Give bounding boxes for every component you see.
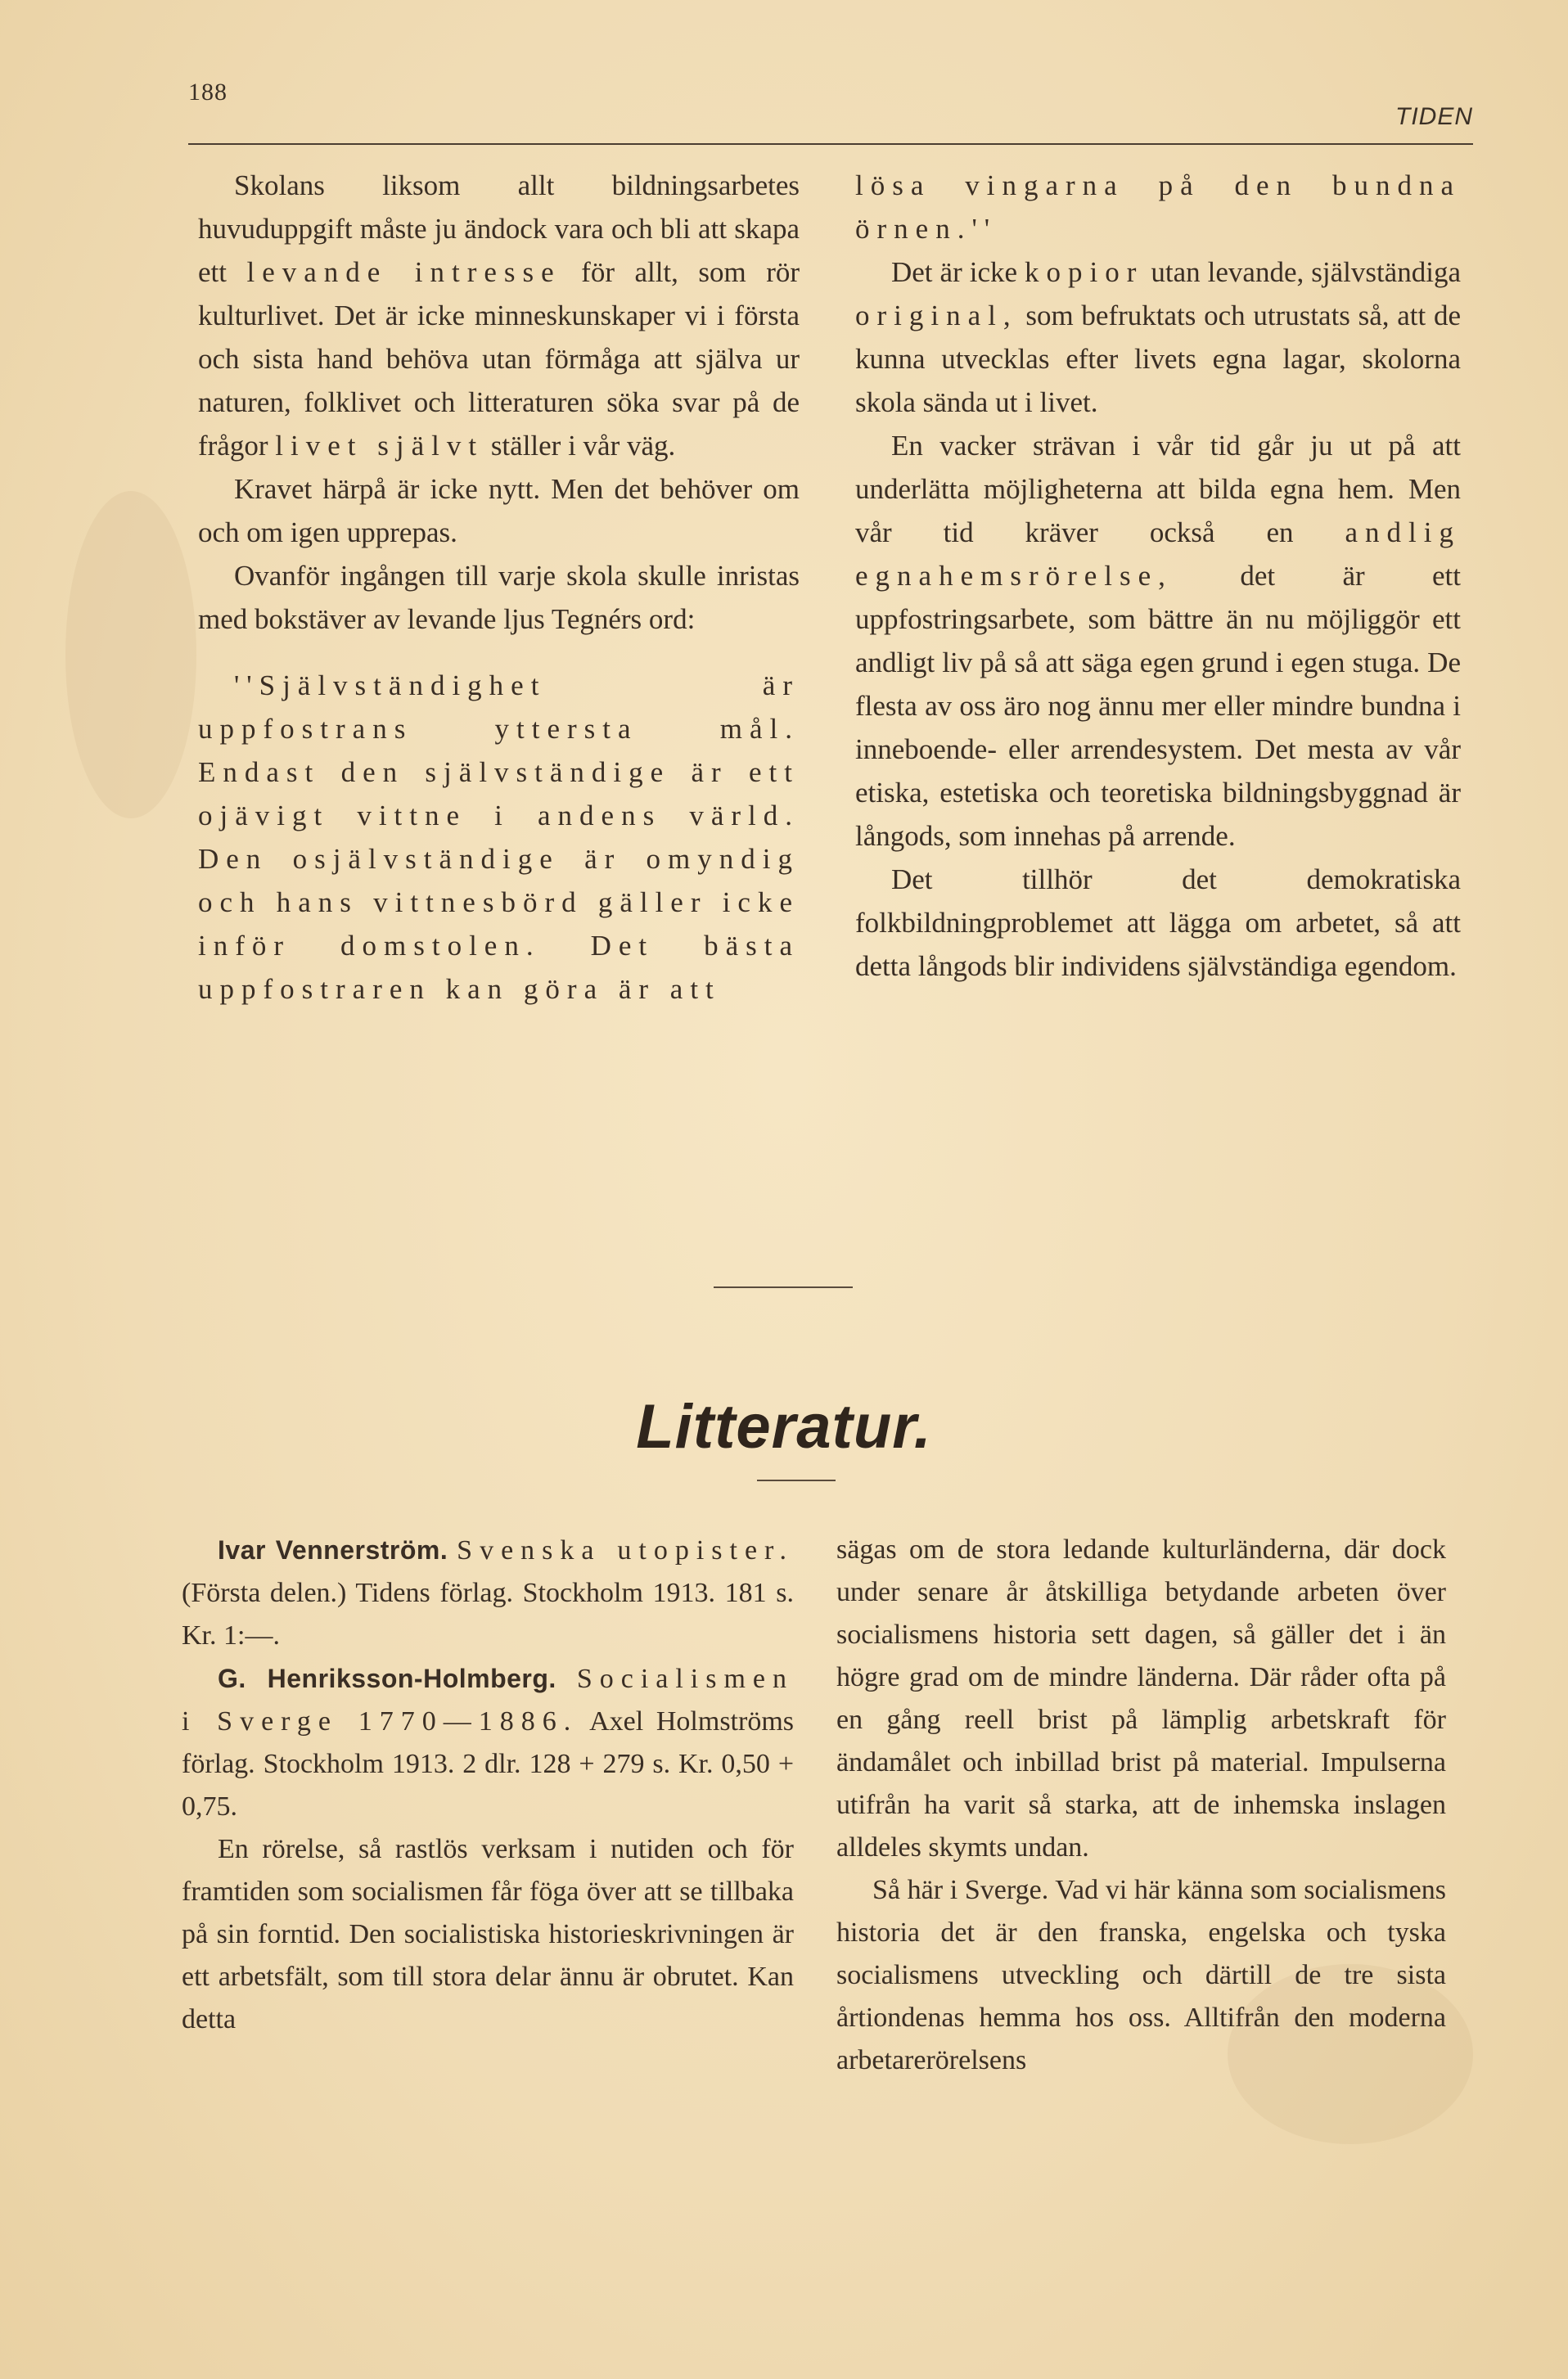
paragraph: En rörelse, så rastlös verksam i nutiden och för framtiden som socialismen får föga över att se tillbaka på sin forntid. Den socialistiska historieskrivningen är ett arbetsfält, som till stora delar ännu är obrutet. Kan detta: [182, 1834, 794, 2034]
paragraph: Så här i Sverge. Vad vi här känna som socialismens historia det är den franska, engelska och tyska socialismens utveckling och därtill de tre sista årtiondenas hemma hos oss. Alltifrån den moderna arbetarerörelsens: [836, 1875, 1446, 2075]
paragraph: Skolans liksom allt bildningsarbetes huvuduppgift måste ju ändock vara och bli att skapa ett levande intresse för allt, som rör kulturlivet. Det är icke minneskunskaper vi i första och sista hand behöva utan förmåga att själva ur naturen, folklivet och litteraturen söka svar på de frågor livet självt ställer i vår väg.: [198, 169, 800, 462]
emphasis-spaced: original,: [855, 300, 1018, 331]
paper-stain: [65, 491, 196, 818]
page-header: [188, 72, 1473, 146]
tegner-quote: ''Självständighet är uppfostrans yttersta mål. Endast den självständige är ett ojävigt vittne i andens värld. Den osjälvständige är omyndig och hans vittnesbörd gäller icke inför domstolen. Det bästa uppfostraren kan göra är att: [198, 669, 800, 1005]
book-title: Socialismen i Sverge 1770—1886.: [182, 1664, 795, 1737]
paragraph: Ovanför ingången till varje skola skulle inristas med bokstäver av levande ljus Tegnérs ord:: [198, 560, 800, 635]
paragraph: Kravet härpå är icke nytt. Men det behöver om och om igen upprepas.: [198, 473, 800, 548]
paragraph: sägas om de stora ledande kulturländerna, där dock under senare år åtskilliga betydande arbeten över socialismens historia sett dagen, så gäller det i än högre grad om de mindre länderna. Där råder ofta på en gång reell brist på lämplig arbetskraft för ändamålet och inbillad brist på material. Impulserna utifrån ha varit så starka, att de inhemska inslagen alldeles skymts undan.: [836, 1534, 1446, 1863]
emphasis-spaced: levande intresse: [246, 256, 561, 288]
emphasis-spaced: andlig egnahemsrörelse,: [855, 516, 1461, 592]
tegner-quote-end: lösa vingarna på den bundna örnen.'': [855, 169, 1461, 245]
review-column-right: [836, 1529, 1446, 2082]
book-details: (Första delen.) Tidens förlag. Stockholm 1913. 181 s. Kr. 1:—.: [182, 1578, 794, 1651]
book-details: Axel Holmströms förlag. Stockholm 1913. 2 dlr. 128 + 279 s. Kr. 0,50 + 0,75.: [182, 1706, 795, 1822]
emphasis-spaced: livet självt: [275, 430, 484, 462]
book-entry: [182, 1657, 794, 1828]
book-author: Ivar Vennerström.: [218, 1535, 448, 1565]
section-title-rule: [757, 1480, 836, 1481]
article-end-rule: [714, 1286, 853, 1288]
paragraph: Det tillhör det demokratiska folkbildningproblemet att lägga om arbetet, så att detta långods blir individens självständiga egendom.: [855, 863, 1461, 982]
article-column-left: [198, 164, 800, 1011]
review-column-left: [182, 1529, 794, 2041]
journal-title: TIDEN: [1395, 103, 1473, 130]
book-title: Svenska utopister.: [457, 1535, 794, 1566]
article-column-right: [855, 164, 1461, 988]
book-entry: [182, 1529, 794, 1657]
emphasis-spaced: kopior: [1025, 256, 1144, 288]
book-author: G. Henriksson-Holmberg.: [218, 1664, 556, 1693]
paragraph: Det är icke kopior utan levande, självständiga original, som befruktats och utrustats så, att de kunna utvecklas efter livets egna lagar, skolorna skola sända ut i livet.: [855, 256, 1461, 418]
page-number: 188: [188, 79, 228, 106]
header-rule: [188, 143, 1473, 145]
section-title: Litteratur.: [636, 1392, 932, 1462]
paragraph: En vacker strävan i vår tid går ju ut på att underlätta möjligheterna att bilda egna hem. Men vår tid kräver också en andlig egnahemsrörelse, det är ett uppfostringsarbete, som bättre än nu möjliggör ett andligt liv på så att säga egen grund i egen stuga. De flesta av oss äro nog ännu mer eller mindre bundna i inneboende- eller arrendesystem. Det mesta av vår etiska, estetiska och teoretiska bildningsbyggnad är långods, som innehas på arrende.: [855, 430, 1461, 852]
